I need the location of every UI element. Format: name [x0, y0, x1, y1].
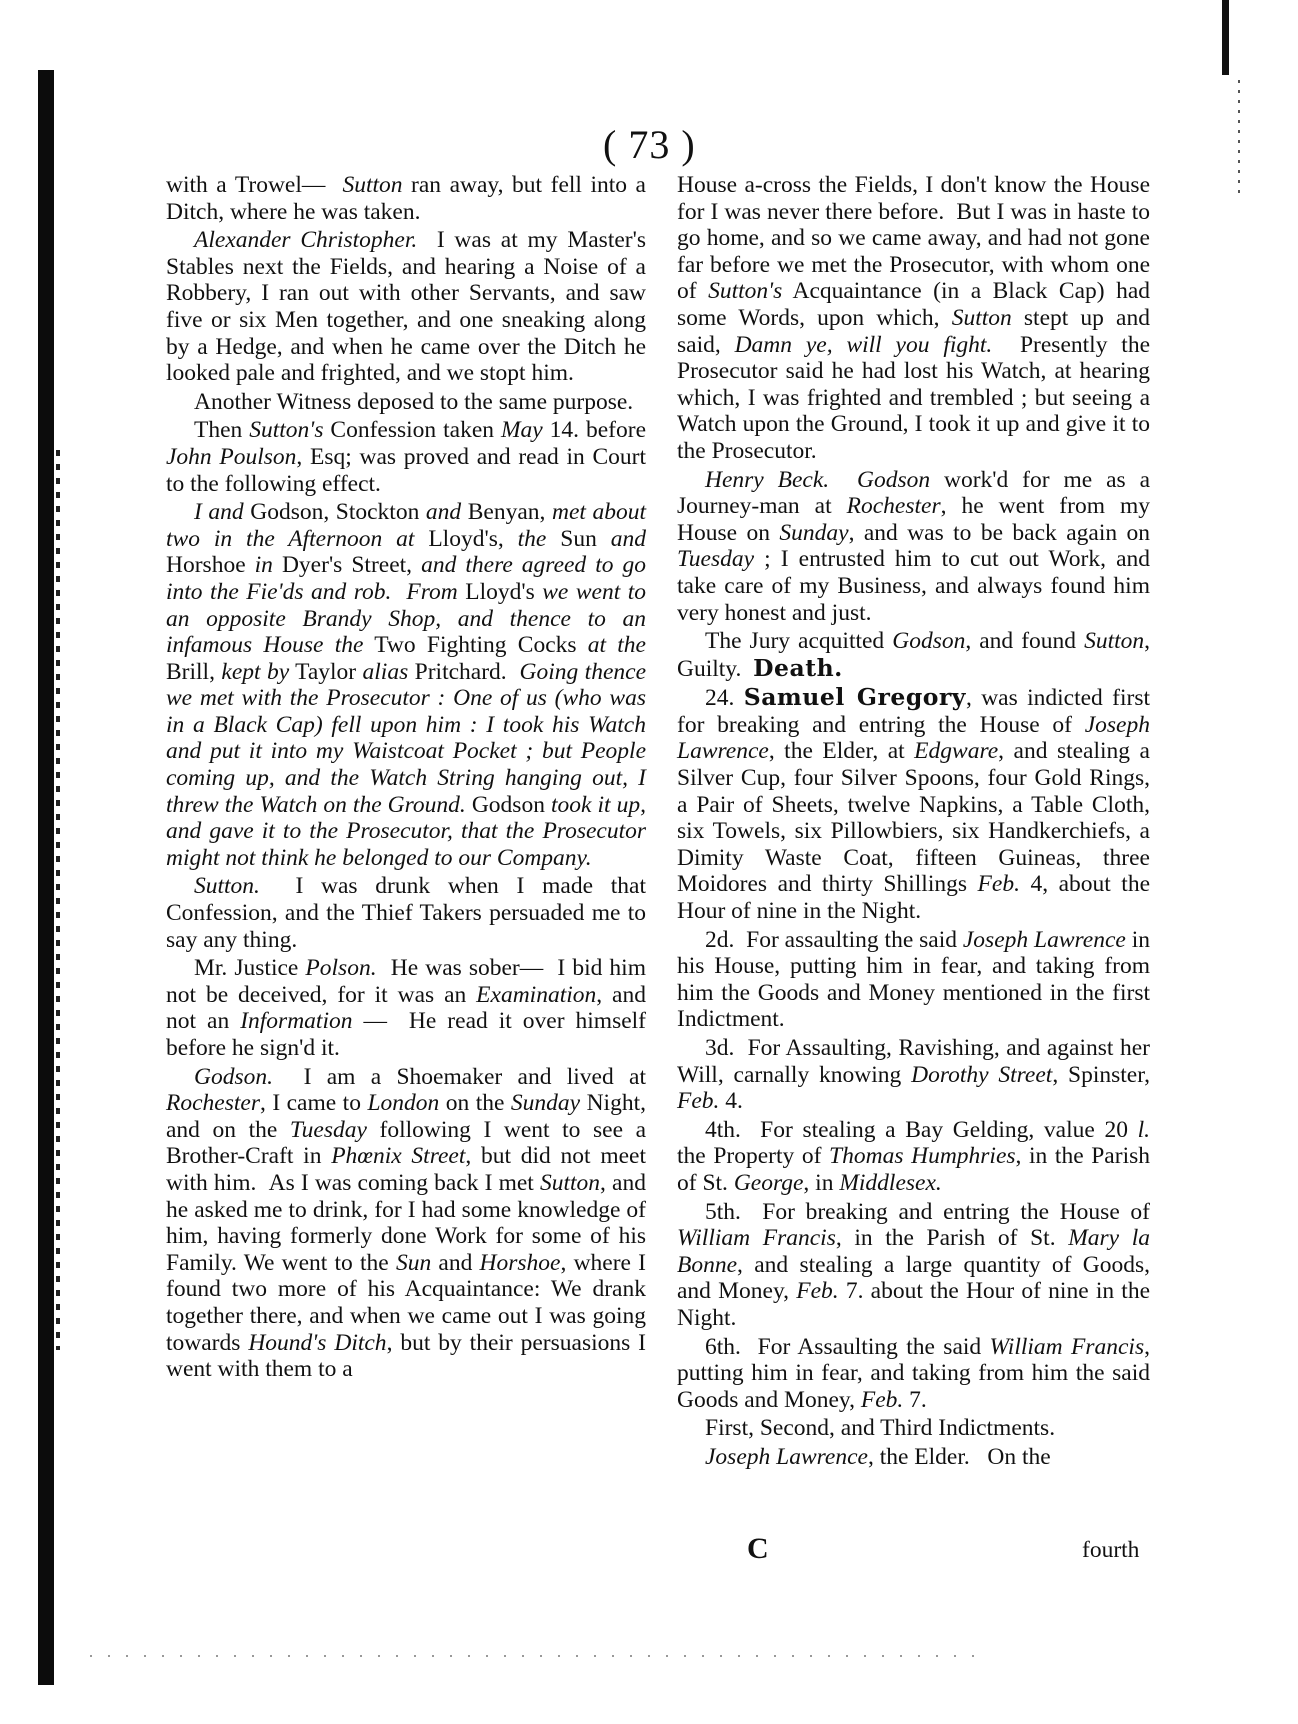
- page-edge-shadow-right: [1222, 0, 1229, 75]
- paragraph: 6th. For Assaulting the said William Francis, putting him in fear, and taking from him the said Goods and Money, Feb. 7.: [677, 1333, 1150, 1413]
- paragraph: Henry Beck. Godson work'd for me as a Journey-man at Rochester, he went from my House on Sunday, and was to be back again on Tuesday ; I entrusted him to cut out Work, and take care of my Business, and always found him very honest and just.: [677, 466, 1151, 626]
- paragraph: 3d. For Assaulting, Ravishing, and against her Will, carnally knowing Dorothy Street, Spinster, Feb. 4.: [677, 1035, 1150, 1115]
- paragraph: House a-cross the Fields, I don't know the House for I was never there before. But I was in haste to go home, and so we came away, and had not gone far before we met the Prosecutor, with whom one of Sutton's Acquaintance (in a Black Cap) had some Words, upon which, Sutton stept up and said, Damn ye, will you fight. Presently the Prosecutor said he had lost his Watch, at hearing which, I was frighted and trembled ; but seeing a Watch upon the Ground, I took it up and give it to the Prosecutor.: [677, 172, 1150, 464]
- paragraph: The Jury acquitted Godson, and found Sutton, Guilty. Death.: [677, 628, 1150, 682]
- page-number: ( 73 ): [603, 122, 696, 167]
- paragraph: Godson. I am a Shoemaker and lived at Rochester, I came to London on the Sunday Night, and on the Tuesday following I went to see a Brother-Craft in Phœnix Street, but did not meet with him. As I was coming back I met Sutton, and he asked me to drink, for I had some knowledge of him, having formerly done Work for some of his Family. We went to the Sun and Horshoe, where I found two more of his Acquaintance: We drank together there, and when we came out I was going towards Hound's Ditch, but by their persuasions I went with them to a: [166, 1063, 647, 1383]
- page-edge-speckle-right: [1238, 80, 1240, 200]
- catchword: fourth: [1082, 1537, 1140, 1563]
- page-edge-speckle-left: [56, 450, 60, 1350]
- paragraph: Alexander Christopher. I was at my Master's Stables next the Fields, and hearing a Noise of a Robbery, I ran out with other Servants, and saw five or six Men together, and one sneaking along by a Hedge, and when he came over the Ditch he looked pale and frighted, and we stopt him.: [166, 227, 646, 387]
- paragraph: Joseph Lawrence, the Elder. On the: [705, 1443, 1051, 1470]
- bottom-edge-speckle: [90, 1655, 990, 1657]
- paragraph: Mr. Justice Polson. He was sober— I bid him not be deceived, for it was an Examination, and not an Information — He read it over himself before he sign'd it.: [166, 955, 646, 1061]
- paragraph: 24. Samuel Gregory, was indicted first for breaking and entring the House of Joseph Lawrence, the Elder, at Edgware, and stealing a Silver Cup, four Silver Spoons, four Gold Rings, a Pair of Sheets, twelve Napkins, a Table Cloth, six Towels, six Pillowbiers, six Handkerchiefs, a Dimity Waste Coat, fifteen Guineas, three Moidores and thirty Shillings Feb. 4, about the Hour of nine in the Night.: [677, 683, 1151, 925]
- paragraph: First, Second, and Third Indictments.: [705, 1415, 1056, 1442]
- right-column: [677, 172, 1150, 1473]
- signature-mark: C: [747, 1532, 769, 1565]
- page-edge-shadow-left: [38, 70, 54, 1685]
- paragraph: Sutton. I was drunk when I made that Confession, and the Thief Takers persuaded me to say any thing.: [166, 873, 646, 953]
- paragraph: Then Sutton's Confession taken May 14. before John Poulson, Esq; was proved and read in Court to the following effect.: [166, 417, 646, 497]
- paragraph: 4th. For stealing a Bay Gelding, value 20 l. the Property of Thomas Humphries, in the Parish of St. George, in Middlesex.: [677, 1116, 1150, 1196]
- paragraph: I and Godson, Stockton and Benyan, met about two in the Afternoon at Lloyd's, the Sun and Horshoe in Dyer's Street, and there agreed to go into the Fie'ds and rob. From Lloyd's we went to an opposite Brandy Shop, and thence to an infamous House the Two Fighting Cocks at the Brill, kept by Taylor alias Pritchard. Going thence we met with the Prosecutor : One of us (who was in a Black Cap) fell upon him : I took his Watch and put it into my Waistcoat Pocket ; but People coming up, and the Watch String hanging out, I threw the Watch on the Ground. Godson took it up, and gave it to the Prosecutor, that the Prosecutor might not think he belonged to our Company.: [166, 499, 647, 871]
- paragraph: 5th. For breaking and entring the House of William Francis, in the Parish of St. Mary la Bonne, and stealing a large quantity of Goods, and Money, Feb. 7. about the Hour of nine in the Night.: [677, 1198, 1150, 1331]
- paragraph: Another Witness deposed to the same purpose.: [194, 388, 634, 415]
- paragraph: with a Trowel— Sutton ran away, but fell into a Ditch, where he was taken.: [166, 172, 646, 225]
- paragraph: 2d. For assaulting the said Joseph Lawrence in his House, putting him in fear, and taking from him the Goods and Money mentioned in the first Indictment.: [677, 926, 1150, 1033]
- left-column: [166, 172, 646, 1385]
